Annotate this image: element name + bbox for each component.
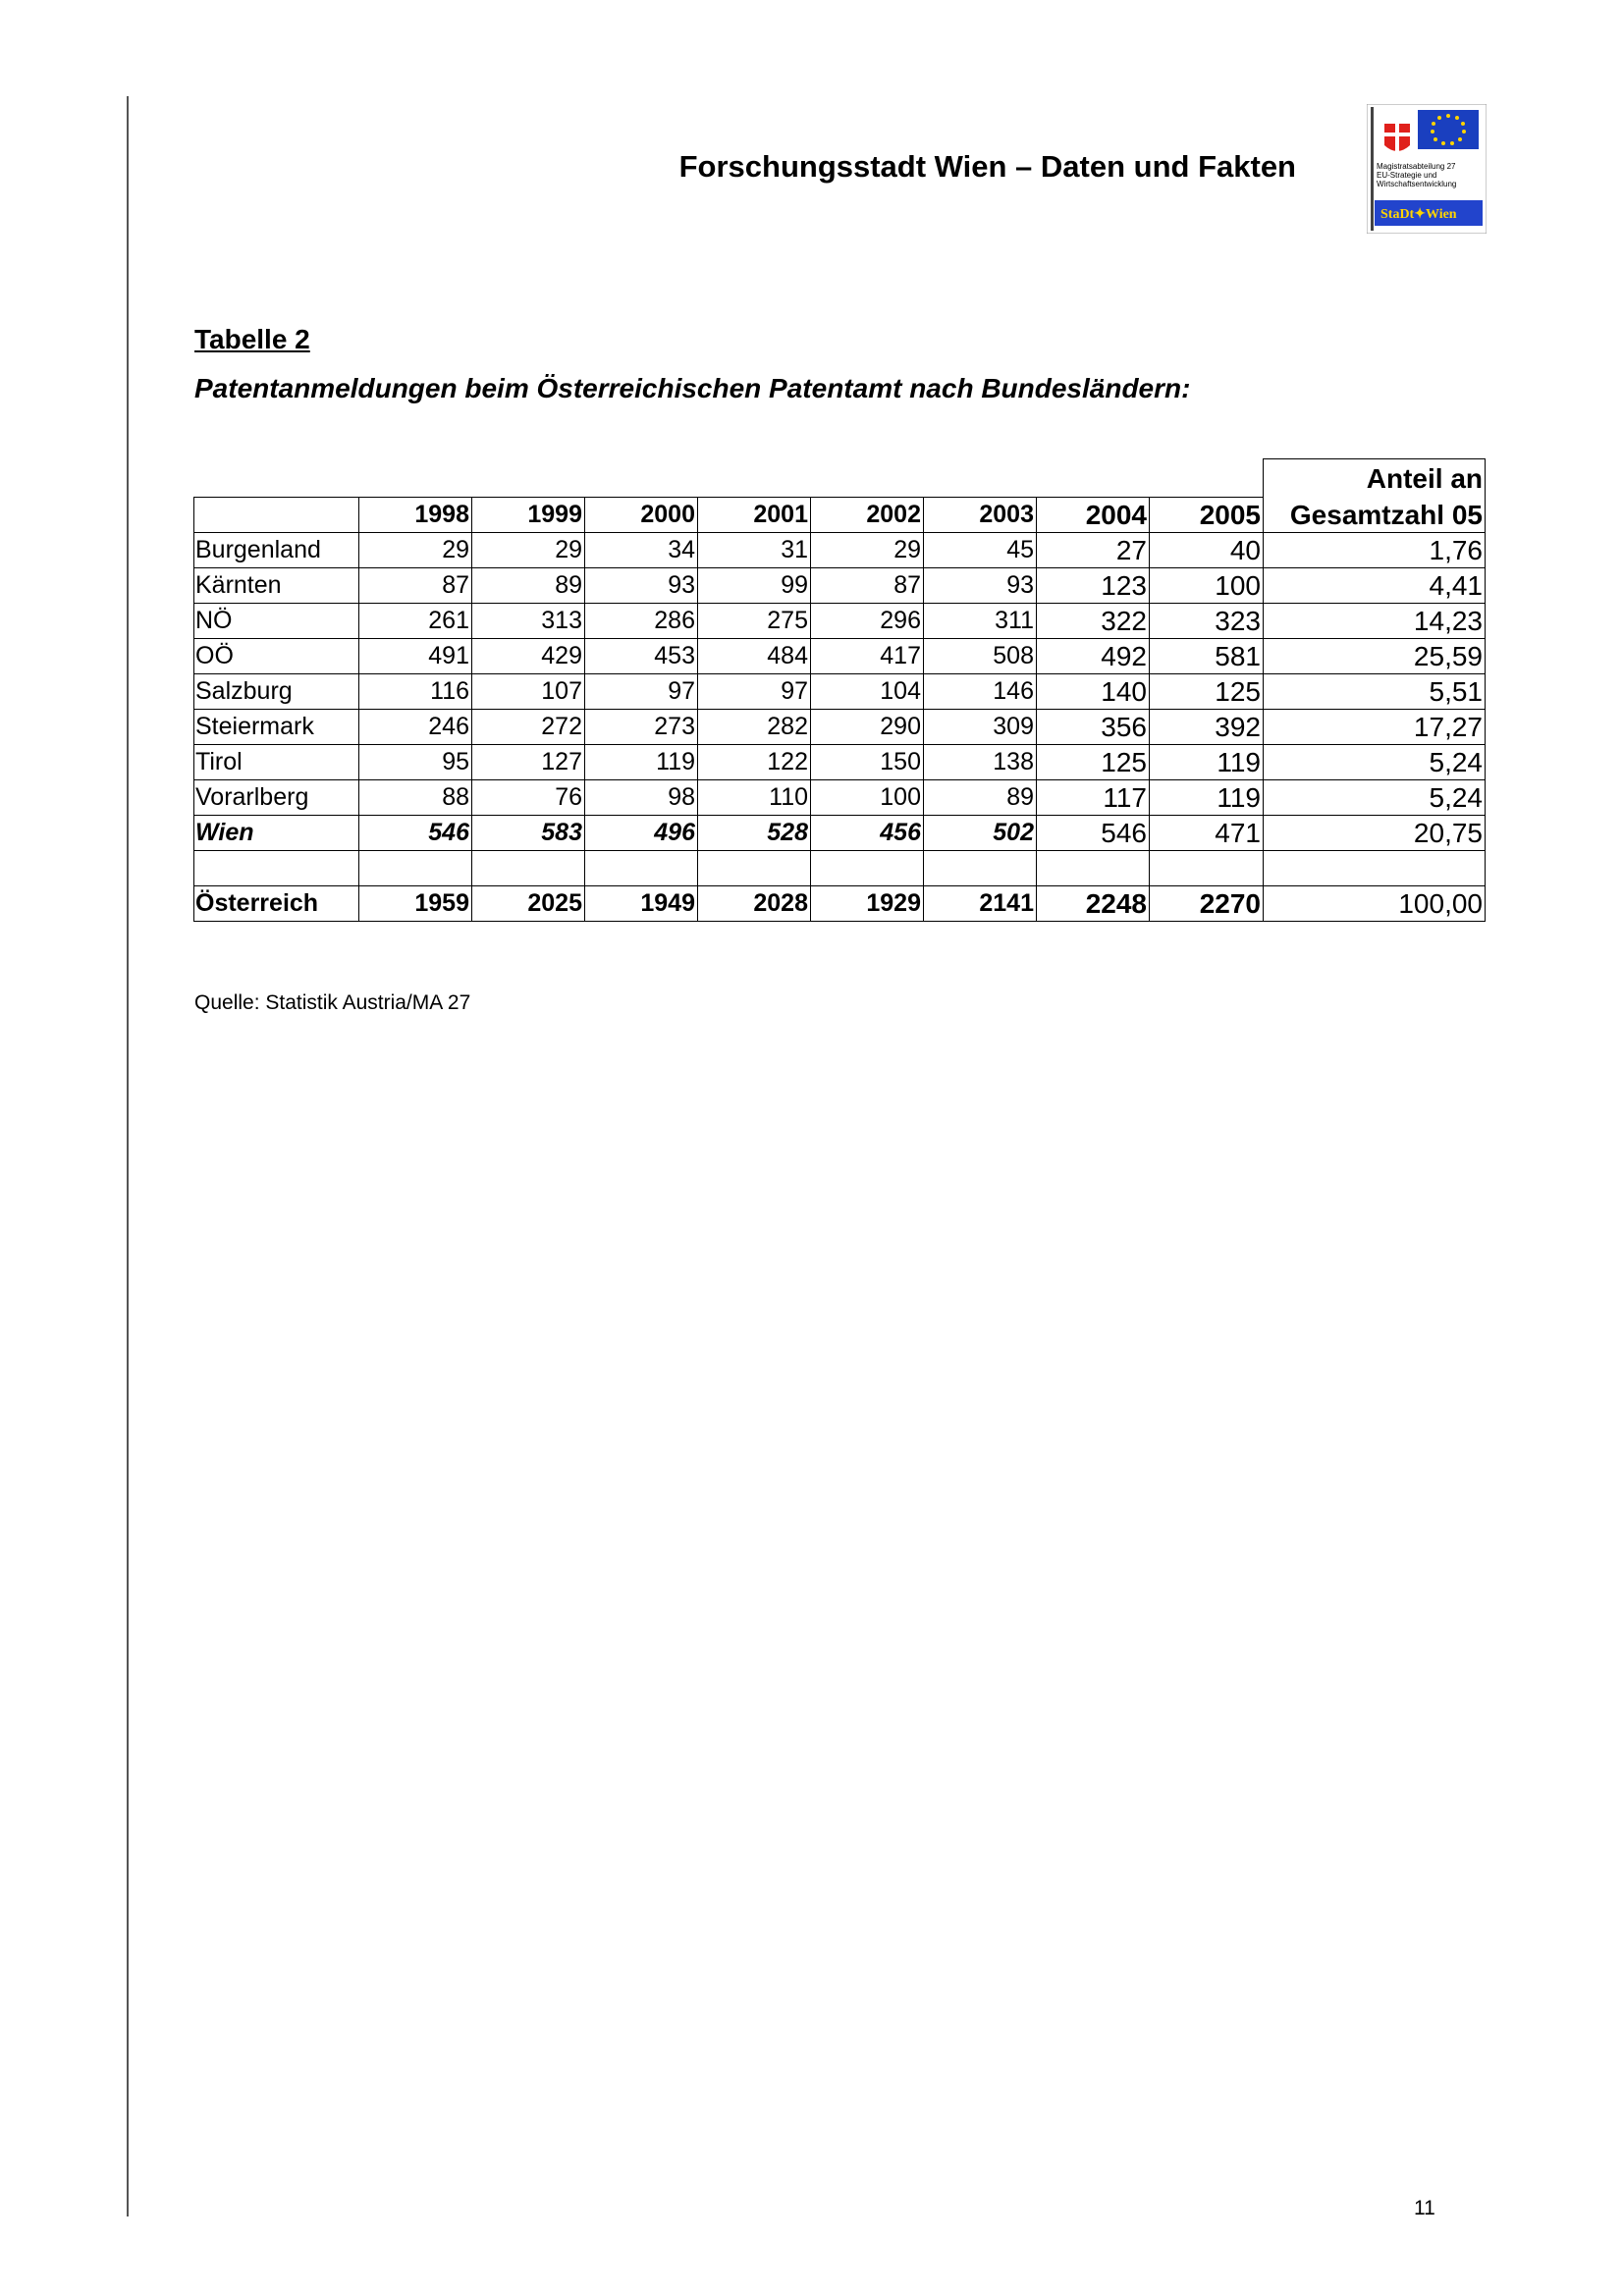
row-value: 261 [359, 603, 472, 638]
logo-text-line3: Wirtschaftsentwicklung [1377, 180, 1457, 188]
table-row [194, 709, 1486, 744]
table-row [194, 744, 1486, 779]
row-value: 40 [1150, 532, 1264, 567]
row-value: 309 [924, 709, 1037, 744]
row-share: 4,41 [1264, 567, 1486, 603]
row-value: 95 [359, 744, 472, 779]
row-value: 110 [698, 779, 811, 815]
row-share: 5,24 [1264, 779, 1486, 815]
row-value: 100 [811, 779, 924, 815]
row-value: 117 [1037, 779, 1150, 815]
page-number: 11 [1414, 2197, 1435, 2219]
row-value: 146 [924, 673, 1037, 709]
row-value: 392 [1150, 709, 1264, 744]
table-header-row [194, 497, 1486, 532]
row-value: 546 [1037, 815, 1150, 850]
row-value: 313 [472, 603, 585, 638]
vienna-eu-logo-icon [1367, 104, 1487, 234]
row-value: 122 [698, 744, 811, 779]
row-name: Tirol [194, 744, 359, 779]
share-header-line1: Anteil an [1264, 459, 1486, 498]
table-label: Tabelle 2 [194, 324, 310, 354]
row-name: Wien [194, 815, 359, 850]
row-value: 99 [698, 567, 811, 603]
row-value: 491 [359, 638, 472, 673]
total-value: 2270 [1150, 885, 1264, 921]
row-value: 76 [472, 779, 585, 815]
logo-banner-text: StaDt✦Wien [1380, 207, 1457, 222]
row-value: 323 [1150, 603, 1264, 638]
table-subtitle: Patentanmeldungen beim Österreichischen Patentamt nach Bundesländern: [194, 373, 1191, 403]
table-row [194, 532, 1486, 567]
table-row [194, 567, 1486, 603]
year-header: 2001 [698, 497, 811, 532]
row-value: 45 [924, 532, 1037, 567]
total-row-name: Österreich [194, 885, 359, 921]
row-value: 104 [811, 673, 924, 709]
row-share: 1,76 [1264, 532, 1486, 567]
row-value: 528 [698, 815, 811, 850]
patent-applications-table [193, 458, 1486, 922]
row-name: Burgenland [194, 532, 359, 567]
row-value: 119 [1150, 744, 1264, 779]
row-share: 20,75 [1264, 815, 1486, 850]
row-value: 87 [811, 567, 924, 603]
row-value: 34 [585, 532, 698, 567]
row-share: 17,27 [1264, 709, 1486, 744]
row-value: 29 [811, 532, 924, 567]
row-value: 29 [472, 532, 585, 567]
table-total-row [194, 885, 1486, 921]
year-header: 2002 [811, 497, 924, 532]
share-header-line2: Gesamtzahl 05 [1264, 497, 1486, 532]
row-value: 508 [924, 638, 1037, 673]
row-value: 456 [811, 815, 924, 850]
logo-text-line1: Magistratsabteilung 27 [1377, 162, 1456, 171]
year-header: 1998 [359, 497, 472, 532]
row-value: 311 [924, 603, 1037, 638]
row-value: 138 [924, 744, 1037, 779]
year-header: 1999 [472, 497, 585, 532]
total-value: 2028 [698, 885, 811, 921]
row-value: 31 [698, 532, 811, 567]
row-value: 127 [472, 744, 585, 779]
row-name: NÖ [194, 603, 359, 638]
row-name: Vorarlberg [194, 779, 359, 815]
table-row [194, 603, 1486, 638]
table-row [194, 673, 1486, 709]
row-share: 25,59 [1264, 638, 1486, 673]
row-value: 583 [472, 815, 585, 850]
row-value: 282 [698, 709, 811, 744]
row-value: 119 [1150, 779, 1264, 815]
header-blank-cell [194, 497, 359, 532]
logo-graphic [1367, 104, 1487, 234]
row-value: 123 [1037, 567, 1150, 603]
row-value: 546 [359, 815, 472, 850]
row-value: 93 [585, 567, 698, 603]
row-value: 100 [1150, 567, 1264, 603]
row-value: 98 [585, 779, 698, 815]
row-share: 14,23 [1264, 603, 1486, 638]
row-value: 471 [1150, 815, 1264, 850]
row-value: 296 [811, 603, 924, 638]
row-name: Steiermark [194, 709, 359, 744]
row-value: 356 [1037, 709, 1150, 744]
row-value: 119 [585, 744, 698, 779]
row-value: 125 [1150, 673, 1264, 709]
row-value: 496 [585, 815, 698, 850]
row-value: 125 [1037, 744, 1150, 779]
row-value: 88 [359, 779, 472, 815]
row-value: 150 [811, 744, 924, 779]
total-share: 100,00 [1264, 885, 1486, 921]
table-row [194, 779, 1486, 815]
row-value: 107 [472, 673, 585, 709]
row-value: 89 [472, 567, 585, 603]
table-row [194, 815, 1486, 850]
row-value: 272 [472, 709, 585, 744]
row-value: 93 [924, 567, 1037, 603]
total-value: 2141 [924, 885, 1037, 921]
row-value: 97 [585, 673, 698, 709]
year-header: 2000 [585, 497, 698, 532]
row-share: 5,51 [1264, 673, 1486, 709]
row-value: 484 [698, 638, 811, 673]
row-value: 322 [1037, 603, 1150, 638]
row-value: 502 [924, 815, 1037, 850]
row-value: 429 [472, 638, 585, 673]
total-value: 2248 [1037, 885, 1150, 921]
year-header: 2005 [1150, 497, 1264, 532]
row-name: Salzburg [194, 673, 359, 709]
row-value: 273 [585, 709, 698, 744]
table-header-top-row [194, 459, 1486, 498]
document-header-title: Forschungsstadt Wien – Daten und Fakten [678, 149, 1296, 184]
table-spacer-row [194, 850, 1486, 885]
table-row [194, 638, 1486, 673]
page-margin-line [127, 96, 129, 2216]
row-value: 417 [811, 638, 924, 673]
logo-text-line2: EU-Strategie und [1377, 171, 1437, 180]
row-value: 581 [1150, 638, 1264, 673]
row-name: Kärnten [194, 567, 359, 603]
year-header: 2004 [1037, 497, 1150, 532]
year-header: 2003 [924, 497, 1037, 532]
row-value: 97 [698, 673, 811, 709]
row-value: 27 [1037, 532, 1150, 567]
row-value: 286 [585, 603, 698, 638]
row-value: 290 [811, 709, 924, 744]
total-value: 1929 [811, 885, 924, 921]
table-body [194, 532, 1486, 850]
source-note: Quelle: Statistik Austria/MA 27 [194, 991, 471, 1014]
total-value: 2025 [472, 885, 585, 921]
row-value: 116 [359, 673, 472, 709]
row-value: 87 [359, 567, 472, 603]
row-value: 29 [359, 532, 472, 567]
row-name: OÖ [194, 638, 359, 673]
total-value: 1949 [585, 885, 698, 921]
row-value: 140 [1037, 673, 1150, 709]
row-value: 246 [359, 709, 472, 744]
row-value: 492 [1037, 638, 1150, 673]
row-share: 5,24 [1264, 744, 1486, 779]
total-value: 1959 [359, 885, 472, 921]
row-value: 275 [698, 603, 811, 638]
row-value: 89 [924, 779, 1037, 815]
row-value: 453 [585, 638, 698, 673]
